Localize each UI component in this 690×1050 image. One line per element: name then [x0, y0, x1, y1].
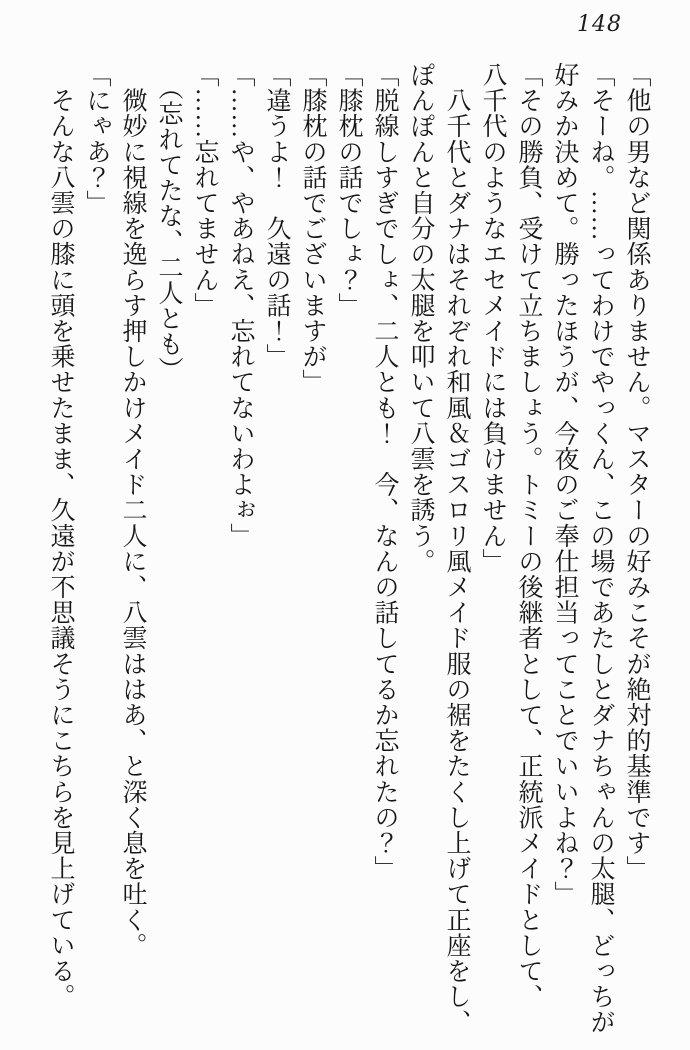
text-column: 「脱線しすぎでしょ、二人とも！ 今、なんの話してるか忘れたの？」: [371, 62, 398, 882]
text-column: 「他の男など関係ありません。マスターの好みこそが絶対的基準です」: [623, 62, 650, 882]
text-column: 「……忘れてません」: [191, 62, 218, 318]
text-column: 「膝枕の話でございますが」: [299, 62, 326, 395]
text-column: 八千代のようなエセメイドには負けません」: [479, 62, 506, 574]
text-column: 「にゃあ？」: [83, 62, 110, 216]
text-column: 「……や、やあねえ、忘れてないわよぉ」: [227, 62, 254, 549]
page-number: 148: [577, 12, 622, 37]
text-column: 八千代とダナはそれぞれ和風＆ゴスロリ風メイド服の裾をたくし上げて正座をし、: [443, 62, 470, 1035]
text-column: 「その勝負、受けて立ちましょう。トミーの後継者として、正統派メイドとして、: [515, 62, 542, 1010]
text-column: 好みか決めて。勝ったほうが、今夜のご奉仕担当ってことでいいよね？」: [551, 62, 578, 907]
body-text: [42, 62, 654, 1038]
text-column: 「膝枕の話でしょ？」: [335, 62, 362, 318]
text-column: ぽんぽんと自分の太腿を叩いて八雲を誘う。: [407, 62, 434, 574]
text-column: 微妙に視線を逸らす押しかけメイド二人に、八雲ははあ、と深く息を吐く。: [119, 62, 146, 958]
text-column: 「そーね。……ってわけでやっくん、この場であたしとダナちゃんの太腿、どっちが: [587, 62, 614, 1035]
text-column: （忘れてたな、二人とも）: [155, 62, 182, 383]
text-column: 「違うよ！ 久遠の話！」: [263, 62, 290, 370]
text-column: そんな八雲の膝に頭を乗せたまま、久遠が不思議そうにこちらを見上げている。: [47, 62, 74, 1010]
